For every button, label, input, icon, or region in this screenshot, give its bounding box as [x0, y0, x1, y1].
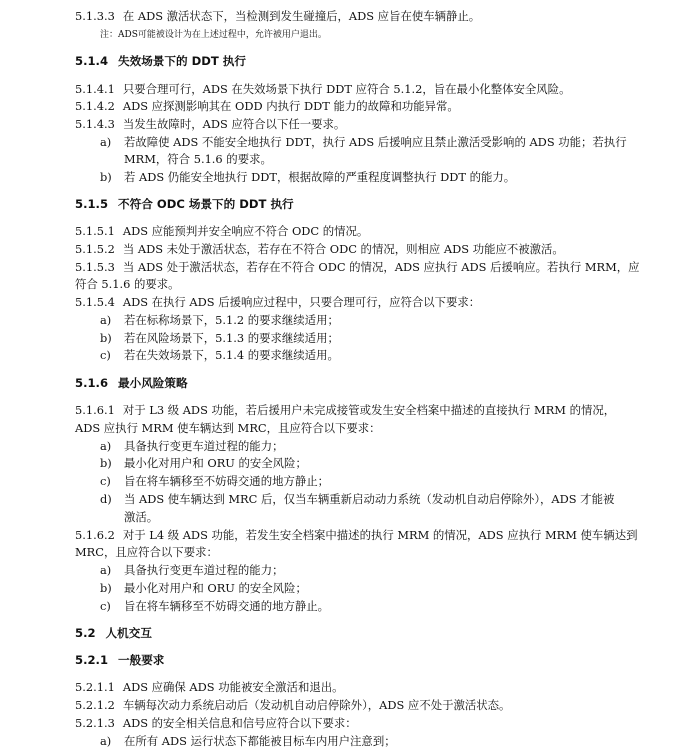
list-item: b) 最小化对用户和 ORU 的安全风险； — [100, 456, 307, 470]
clause-5-1-4-2: 5.1.4.2 ADS 应探测影响其在 ODD 内执行 DDT 能力的故障和功能异常。 — [75, 99, 459, 113]
clause-5-2-1-1: 5.2.1.1 ADS 应确保 ADS 功能被安全激活和退出。 — [75, 680, 344, 694]
list-item: b) 若 ADS 仍能安全地执行 DDT，根据故障的严重程度调整执行 DDT 的能力。 — [100, 170, 516, 184]
heading-5-2-1: 5.2.1 一般要求 — [75, 653, 165, 667]
clause-5-1-6-2: 5.1.6.2 对于 L4 级 ADS 功能，若发生安全档案中描述的执行 MRM 的情况，ADS 应执行 MRM 使车辆达到 — [75, 528, 638, 542]
heading-5-1-6: 5.1.6 最小风险策略 — [75, 376, 188, 390]
list-item: a) 在所有 ADS 运行状态下都能被目标车内用户注意到； — [100, 734, 396, 748]
clause-5-1-4-3: 5.1.4.3 当发生故障时，ADS 应符合以下任一要求。 — [75, 117, 346, 131]
clause-continued: ADS 应执行 MRM 使车辆达到 MRC，且应符合以下要求： — [75, 421, 381, 435]
list-item: a) 若故障使 ADS 不能安全地执行 DDT，执行 ADS 后援响应且禁止激活受影响的 ADS 功能；若执行 — [100, 135, 627, 149]
list-item: d) 当 ADS 使车辆达到 MRC 后，仅当车辆重新启动动力系统（发动机自动启停除外），ADS 才能被 — [100, 492, 615, 506]
clause-5-1-5-4: 5.1.5.4 ADS 在执行 ADS 后援响应过程中，只要合理可行，应符合以下要求： — [75, 295, 481, 309]
clause-continued: 符合 5.1.6 的要求。 — [75, 277, 180, 291]
clause-5-2-1-3: 5.2.1.3 ADS 的安全相关信息和信号应符合以下要求： — [75, 716, 357, 730]
clause-continued: MRC，且应符合以下要求： — [75, 545, 218, 559]
list-item: a) 具备执行变更车道过程的能力； — [100, 439, 284, 453]
clause-5-1-3-3: 5.1.3.3 在 ADS 激活状态下，当检测到发生碰撞后，ADS 应旨在使车辆静止。 — [75, 9, 481, 23]
heading-5-1-5: 5.1.5 不符合 ODC 场景下的 DDT 执行 — [75, 197, 294, 211]
clause-5-1-5-2: 5.1.5.2 当 ADS 未处于激活状态，若存在不符合 ODC 的情况，则相应 ADS 功能应不被激活。 — [75, 242, 564, 256]
clause-5-2-1-2: 5.2.1.2 车辆每次动力系统启动后（发动机自动启停除外），ADS 应不处于激活状态。 — [75, 698, 511, 712]
clause-5-1-5-3: 5.1.5.3 当 ADS 处于激活状态，若存在不符合 ODC 的情况，ADS 应执行 ADS 后援响应。若执行 MRM，应 — [75, 260, 640, 274]
heading-5-1-4: 5.1.4 失效场景下的 DDT 执行 — [75, 54, 246, 68]
list-item: c) 旨在将车辆移至不妨碍交通的地方静止。 — [100, 599, 330, 613]
clause-5-1-4-1: 5.1.4.1 只要合理可行，ADS 在失效场景下执行 DDT 应符合 5.1.2，旨在最小化整体安全风险。 — [75, 82, 571, 96]
list-item-continued: 激活。 — [124, 510, 159, 524]
heading-5-2: 5.2 人机交互 — [75, 626, 152, 640]
list-item: b) 若在风险场景下，5.1.3 的要求继续适用； — [100, 331, 339, 345]
list-item-continued: MRM，符合 5.1.6 的要求。 — [124, 152, 272, 166]
clause-5-1-6-1: 5.1.6.1 对于 L3 级 ADS 功能，若后援用户未完成接管或发生安全档案中描述的直接执行 MRM 的情况， — [75, 403, 616, 417]
list-item: b) 最小化对用户和 ORU 的安全风险； — [100, 581, 307, 595]
note: 注：ADS可能被设计为在上述过程中，允许被用户退出。 — [100, 30, 327, 40]
list-item: c) 旨在将车辆移至不妨碍交通的地方静止； — [100, 474, 330, 488]
list-item: a) 具备执行变更车道过程的能力； — [100, 563, 284, 577]
list-item: c) 若在失效场景下，5.1.4 的要求继续适用。 — [100, 348, 339, 362]
list-item: a) 若在标称场景下，5.1.2 的要求继续适用； — [100, 313, 339, 327]
clause-5-1-5-1: 5.1.5.1 ADS 应能预判并安全响应不符合 ODC 的情况。 — [75, 224, 369, 238]
